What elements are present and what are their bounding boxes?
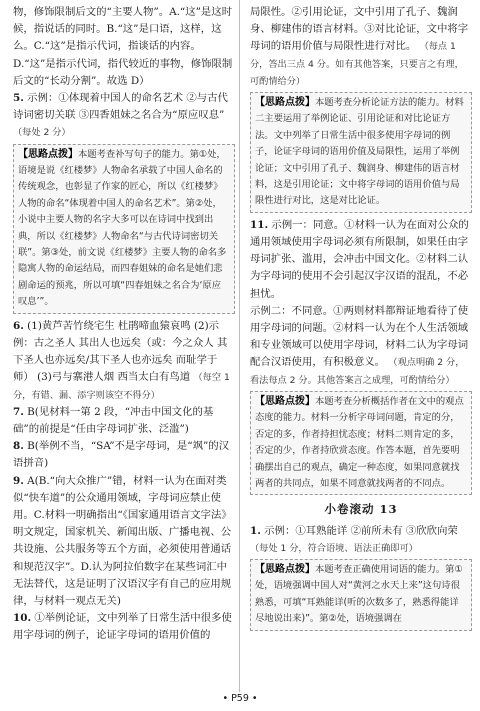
question-5 [13,90,235,142]
question-6 [13,318,235,404]
question-10 [13,610,235,644]
hint-box-s1 [250,559,472,631]
answer-text: 示例：①体现着中国人的命名艺术 ②与古代诗词密切关联 ③四香姐妹之名合为“原应叹息” [13,92,228,122]
column-divider [239,0,240,692]
hint-box-q5 [13,144,235,314]
scoring-note: （每处 2 分） [13,127,71,139]
hint-tag: 【思路点拨】 [255,97,315,109]
question-number: 5. [13,92,24,105]
scoring-note: （每空 1 分，有错、漏、添字则该空不得分） [13,372,230,401]
hint-text: 本题考查分析概括作者在文中的观点态度的能力。材料一分析字母词问题，肯定的分，否定的多，作者持担忧态度；材料二则肯定的多，否定的少，作者持欣赏态度。作答本题，首先要明确摆出自己的观点，确定一种态度，如果同意就找两者的共同点，如果不同意就找两者的不同点。 [255,395,464,489]
page-number: • P59 • [222,693,258,704]
q10-answer-continued [250,4,472,90]
hint-box-q10 [250,92,472,213]
question-number: 9. [13,474,24,487]
q4-explanation-continued: 物，修饰限制后文的“主要人物”。A.“这”是这时候，指说话的同时。B.“这”是口语，这样，这么。C.“这”是指示代词，指谈话的内容。D.“这”是指示代词，指代较近的事物，修饰限制后文的“长动分割”。故选 D） [13,6,233,87]
answer-text: 示例二：不同意。①两则材料都辩证地看待了使用字母词的问题。②材料一认为在个人生活领域和专业领域可以使用字母词，材料二认为字母词配合汉语使用，有积极意义。 [250,304,469,369]
question-number: 1. [250,524,261,537]
hint-box-q11 [250,391,472,495]
answer-text: 示例：①耳熟能详 ②前所未有 ③欣欣向荣 [264,524,458,537]
scoring-note: （每处 1 分，符合语境、语法正确即可） [250,542,418,554]
question-11 [250,217,472,303]
question-number: 6. [13,319,24,332]
question-11-alt [250,303,472,389]
question-number: 8. [13,440,24,453]
hint-tag: 【思路点拨】 [255,395,315,407]
section-title: 小卷滚动 13 [324,502,398,517]
question-9 [13,473,235,611]
section-question-1 [250,523,472,557]
answer-text: 局限性。②引用论证，文中引用了孔子、魏润身、柳建伟的语言材料。③对比论证，文中将字母词的语用价值与局限性进行对比。 [250,6,469,53]
answer-text: 示例一：同意。①材料一认为在面对公众的通用领域使用字母词必须有所限制，如果任由字母词扩张、滥用，会冲击中国文化。②材料二认为字母词的使用不会引起汉字汉语的混乱，不必担忧。 [250,218,469,300]
answer-text: A(B.“向大众推广”错，材料一认为在面对类似“快车道”的公众通用领域，字母词应禁止使用。C.材料一明确指出“《国家通用语言文字法》明文规定，国家机关、新闻出版、广播电视、公共设施、公共服务等五个方面，必须使用普通话和规范汉字”。D.认为阿拉伯数字在某些词汇中无法替代，这是证明了汉语汉字有自己的应用规律，与材料一观点无关) [13,474,232,607]
hint-text: 本题考查正确使用词语的能力。第①处，语境强调中国人对“黄河之水天上来”这句诗很熟悉，可填“耳熟能详(听的次数多了，熟悉得能详尽地说出来)”。第②处，语境强调在 [255,563,463,625]
answer-text: B(见材料一第 2 段，“冲击中国文化的基础”的前提是“任由字母词扩张、泛滥”) [13,405,214,435]
question-8 [13,438,235,472]
scoring-note: （每点 1 分，答出三点 4 分。如有其他答案，只要言之有理，可酌情给分） [250,41,464,87]
hint-text: 本题考查分析论证方法的能力。材料二主要运用了举例论证、引用论证和对比论证方法。文中列举了日常生活中很多使用字母词的例子，论证字母词的语用价值及局限性，运用了举例论证；文中引用了孔子、魏润身、柳建伟的语言材料，这是引用论证；文中将字母词的语用价值与局限性进行对比，这是对比论证。 [255,97,464,207]
answer-text: B(举例不当，“SA”不是字母词，是“飒”的汉语拼音) [13,440,230,470]
question-number: 7. [13,405,24,418]
question-number: 10. [13,612,32,625]
hint-text: 本题考查补写句子的能力。第①处，语境是说《红楼梦》人物命名承载了中国人命名的传统观念，也彰显了作家的匠心，所以《红楼梦》人物的命名“体现着中国人的命名艺术”。第②处，小说中主要人物的名字大多可以在诗词中找到出典，所以《红楼梦》人物命名“与古代诗词密切关联”。第③处，前文说《红楼梦》主要人物的命名多隐寓人物的命运结局，而四春姐妹的命名是她们悲剧命运的预兆，所以可填“四春姐妹之名合为‘原应叹息’”。 [18,148,227,308]
answer-text: (1)黄芦苦竹绕宅生 杜鹃啼血猿哀鸣 (2)示例：古之圣人 其出人也远矣（或：今之众人 其下圣人也亦远矣/其下圣人也亦远矣 而耻学于师） (3)弓与寨港人烟 西当太白有鸟道 [13,319,228,384]
question-7 [13,404,235,438]
hint-tag: 【思路点拨】 [255,563,315,575]
right-column [250,4,472,635]
hint-tag: 【思路点拨】 [18,148,78,160]
answer-text: ①举例论证，文中列举了日常生活中很多使用字母词的例子，论证字母词的语用价值的 [13,612,232,642]
question-number: 11. [250,218,269,231]
scoring-note: （观点明确 2 分，看法每点 2 分。其他答案言之成理，可酌情给分） [250,357,465,386]
left-column [13,4,235,645]
